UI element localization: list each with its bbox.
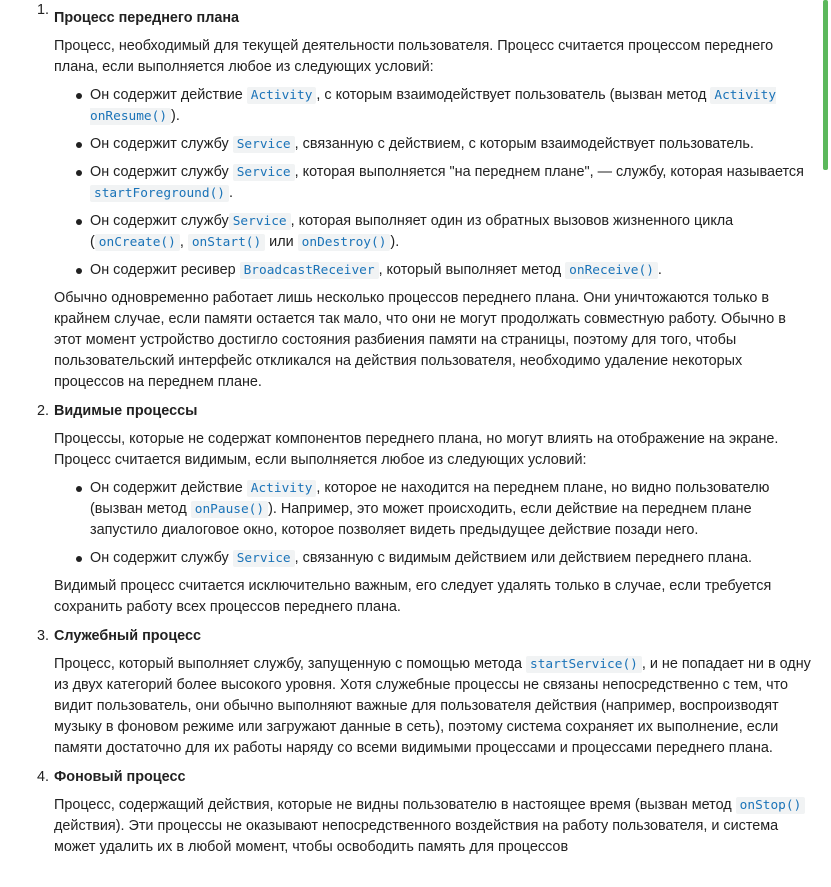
bullet-icon: [76, 219, 82, 225]
bullet-icon: [76, 268, 82, 274]
list-item: Он содержит действие Activity , с которым взаимодействует пользователь (вызван метод Activity onResume() ).: [90, 85, 812, 127]
code-onstart[interactable]: onStart(): [188, 234, 265, 251]
section-title: Служебный процесс: [54, 628, 202, 644]
code-oncreate[interactable]: onCreate(): [95, 234, 180, 251]
bullet-icon: [76, 486, 82, 492]
section-title: Процесс переднего плана: [54, 10, 240, 26]
section-number: 2.: [37, 403, 50, 419]
list-item: Он содержит службу Service , связанную с действием, с которым взаимодействует пользователь.: [90, 134, 812, 155]
list-item: Он содержит действие Activity , которое не находится на переднем плане, но видно пользователю (вызван метод onPause() ). Например, это может происходить, если действие на переднем плане запустило диалоговое окно, которое позволяет видеть предыдущее действие позади него.: [90, 478, 812, 541]
code-broadcastreceiver[interactable]: BroadcastReceiver: [240, 262, 379, 279]
code-onstop[interactable]: onStop(): [736, 797, 806, 814]
code-service[interactable]: Service: [229, 213, 291, 230]
section-background: [38, 767, 812, 858]
code-ondestroy[interactable]: onDestroy(): [298, 234, 391, 251]
bullet-icon: [76, 170, 82, 176]
code-activity[interactable]: Activity: [247, 87, 317, 104]
bullet-icon: [76, 142, 82, 148]
scrollbar-thumb[interactable]: [823, 0, 828, 170]
code-service[interactable]: Service: [233, 136, 295, 153]
section-intro: Процесс, который выполняет службу, запущенную с помощью метода startService() , и не попадает ни в одну из двух категорий более высокого уровня. Хотя служебные процессы не связаны непосредственно с тем, что видит пользователь, они обычно выполняют важные для пользователя действия (например, воспроизводят музыку в фоновом режиме или загружают данные в сеть), поэтому система сохраняет их выполнение, если памяти достаточно для их работы наряду со всеми видимыми процессами и процессами переднего плана.: [54, 656, 811, 756]
section-intro: Процесс, содержащий действия, которые не видны пользователю в настоящее время (вызван метод onStop() действия). Эти процессы не оказывают непосредственного воздействия на работу пользователя, и система может удалить их в любой момент, чтобы освободить память для процессов: [38, 795, 812, 858]
code-service[interactable]: Service: [233, 164, 295, 181]
section-foreground: [38, 0, 812, 393]
code-service[interactable]: Service: [233, 550, 295, 567]
code-activity-onresume[interactable]: Activity onResume(): [90, 88, 777, 124]
section-number: 4.: [37, 769, 50, 785]
code-startforeground[interactable]: startForeground(): [90, 185, 229, 202]
condition-list: [38, 478, 812, 569]
section-number: 3.: [37, 628, 50, 644]
bullet-icon: [76, 93, 82, 99]
list-item: Он содержит службу Service , связанную с видимым действием или действием переднего плана.: [90, 548, 812, 569]
section-outro: Видимый процесс считается исключительно важным, его следует удалять только в случае, если требуется сохранить работу всех процессов переднего плана.: [54, 578, 772, 615]
code-onreceive[interactable]: onReceive(): [565, 262, 658, 279]
code-onpause[interactable]: onPause(): [191, 501, 268, 518]
section-title: Фоновый процесс: [54, 769, 186, 785]
section-intro: Процесс, необходимый для текущей деятельности пользователя. Процесс считается процессом переднего плана, если выполняется любое из следующих условий:: [54, 38, 774, 75]
section-title: Видимые процессы: [54, 403, 198, 419]
section-visible: [38, 401, 812, 618]
bullet-icon: [76, 556, 82, 562]
condition-list: [38, 85, 812, 281]
code-startservice[interactable]: startService(): [526, 656, 642, 673]
section-intro: Процессы, которые не содержат компонентов переднего плана, но могут влиять на отображение на экране. Процесс считается видимым, если выполняется любое из следующих условий:: [54, 431, 779, 468]
section-service: [38, 626, 812, 759]
section-outro: Обычно одновременно работает лишь несколько процессов переднего плана. Они уничтожаются только в крайнем случае, если памяти остается так мало, что они не могут продолжать совместную работу. Обычно в этот момент устройство достигло состояния разбиения памяти на страницы, поэтому для того, чтобы пользовательский интерфейс откликался на действия пользователя, необходимо удаление некоторых процессов на переднем плане.: [54, 290, 786, 390]
list-item: Он содержит службу Service , которая выполняется "на переднем плане", — службу, которая называется startForeground() .: [90, 162, 812, 204]
list-item: Он содержит службу Service , которая выполняет один из обратных вызовов жизненного цикла ( onCreate() , onStart() или onDestroy() ).: [90, 211, 812, 253]
section-number: 1.: [37, 2, 50, 18]
list-item: Он содержит ресивер BroadcastReceiver , который выполняет метод onReceive() .: [90, 260, 812, 281]
code-activity[interactable]: Activity: [247, 480, 317, 497]
